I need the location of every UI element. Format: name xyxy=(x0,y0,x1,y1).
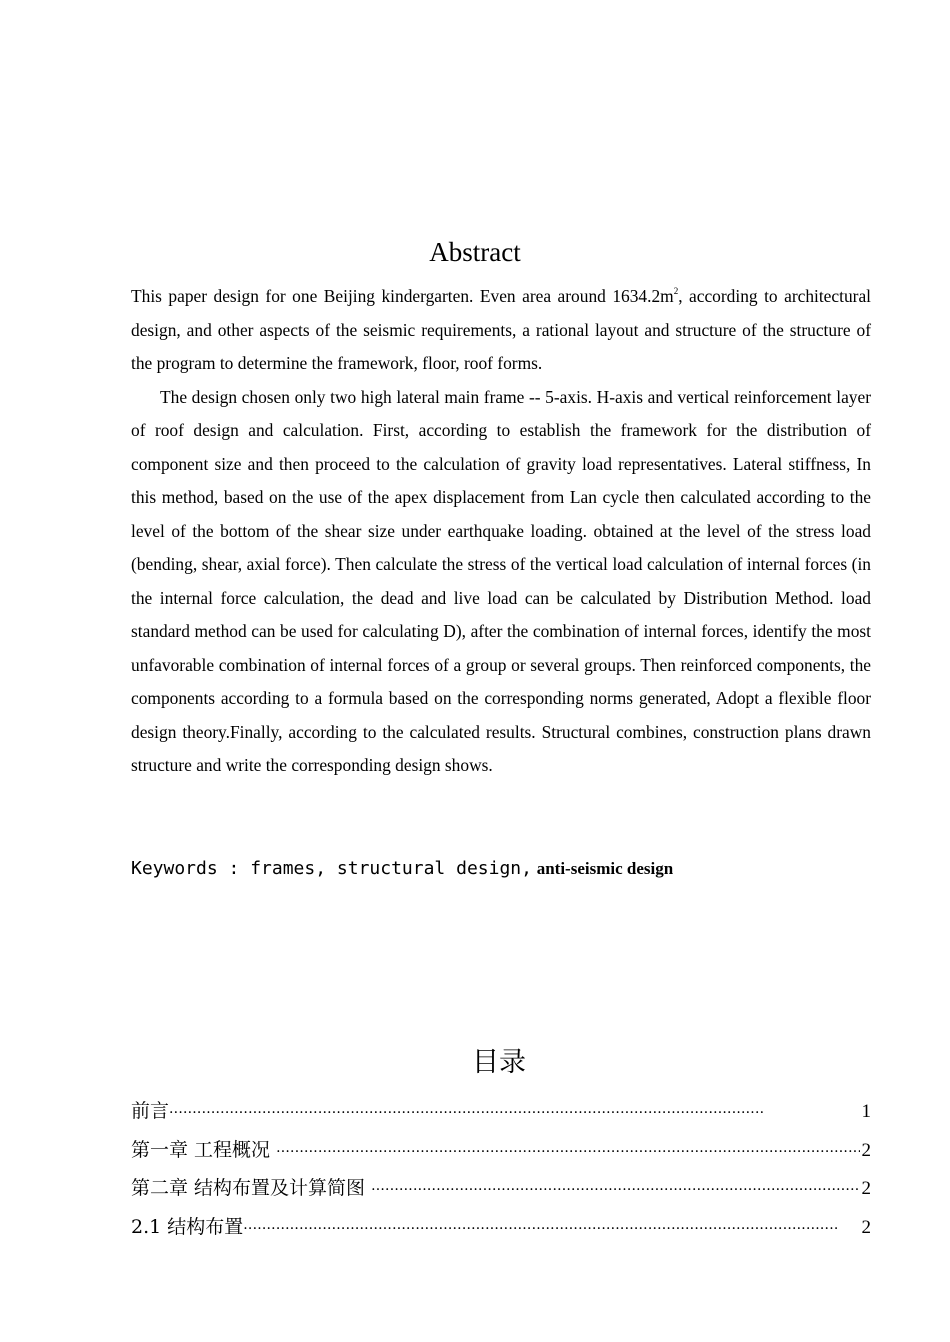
abstract-paragraph-2: The design chosen only two high lateral main frame -- 5-axis. H-axis and vertical reinforcement layer of roof design and calculation. First, according to establish the framework for the distribution of component size and then proceed to the calculation of gravity load representatives. Lateral stiffness, In this method, based on the use of the apex displacement from Lan cycle then calculated according to the level of the bottom of the shear size under earthquake loading. obtained at the level of the stress load (bending, shear, axial force). Then calculate the stress of the vertical load calculation of internal forces (in the internal force calculation, the dead and live load can be calculated by Distribution Method. load standard method can be used for calculating D), after the combination of internal forces, identify the most unfavorable combination of internal forces of a group or several groups. Then reinforced components, the components according to a formula based on the corresponding norms generated, Adopt a flexible floor design theory.Finally, according to the calculated results. Structural combines, construction plans drawn structure and write the corresponding design shows. xyxy=(131,386,871,775)
toc-title: 目录 xyxy=(472,1047,526,1078)
abstract-paragraph-1-rest: , according to architectural design, and other aspects of the seismic requirements, a rational layout and structure of the structure of the program to determine the framework, floor, roof forms. xyxy=(131,286,871,373)
toc-entry[interactable] xyxy=(131,1208,871,1247)
toc-entry[interactable] xyxy=(131,1131,871,1170)
toc-entry-page: 2 xyxy=(861,1139,871,1161)
toc-entry-label: 第二章 结构布置及计算简图 xyxy=(131,1177,372,1199)
toc-leader-dots xyxy=(371,1171,859,1210)
toc-entry-label: 前言 xyxy=(131,1100,170,1122)
toc-entry-page: 1 xyxy=(861,1101,871,1122)
toc-entry-label: 2.1 结构布置 xyxy=(131,1215,244,1238)
toc-leader-dots xyxy=(243,1210,859,1249)
toc-entry[interactable] xyxy=(131,1169,871,1208)
toc-entry-page: 2 xyxy=(861,1178,871,1199)
abstract-title: Abstract xyxy=(429,237,521,267)
keywords-label: Keywords : frames, structural design, xyxy=(131,858,532,879)
toc-entry-label: 第一章 工程概况 xyxy=(131,1138,277,1161)
keywords-last: anti-seismic design xyxy=(536,859,674,878)
toc-leader-dots xyxy=(276,1133,859,1172)
abstract-paragraph-1 xyxy=(131,280,871,381)
table-of-contents xyxy=(131,1092,871,1246)
area-unit-superscript: 2 xyxy=(673,286,679,296)
toc-leader-dots xyxy=(169,1094,859,1133)
keywords-line xyxy=(131,854,673,884)
toc-entry[interactable] xyxy=(131,1092,871,1131)
abstract-body xyxy=(131,280,871,783)
toc-entry-page: 2 xyxy=(861,1216,871,1238)
abstract-paragraph-1-text: This paper design for one Beijing kindergarten. Even area around 1634.2m xyxy=(131,286,674,306)
